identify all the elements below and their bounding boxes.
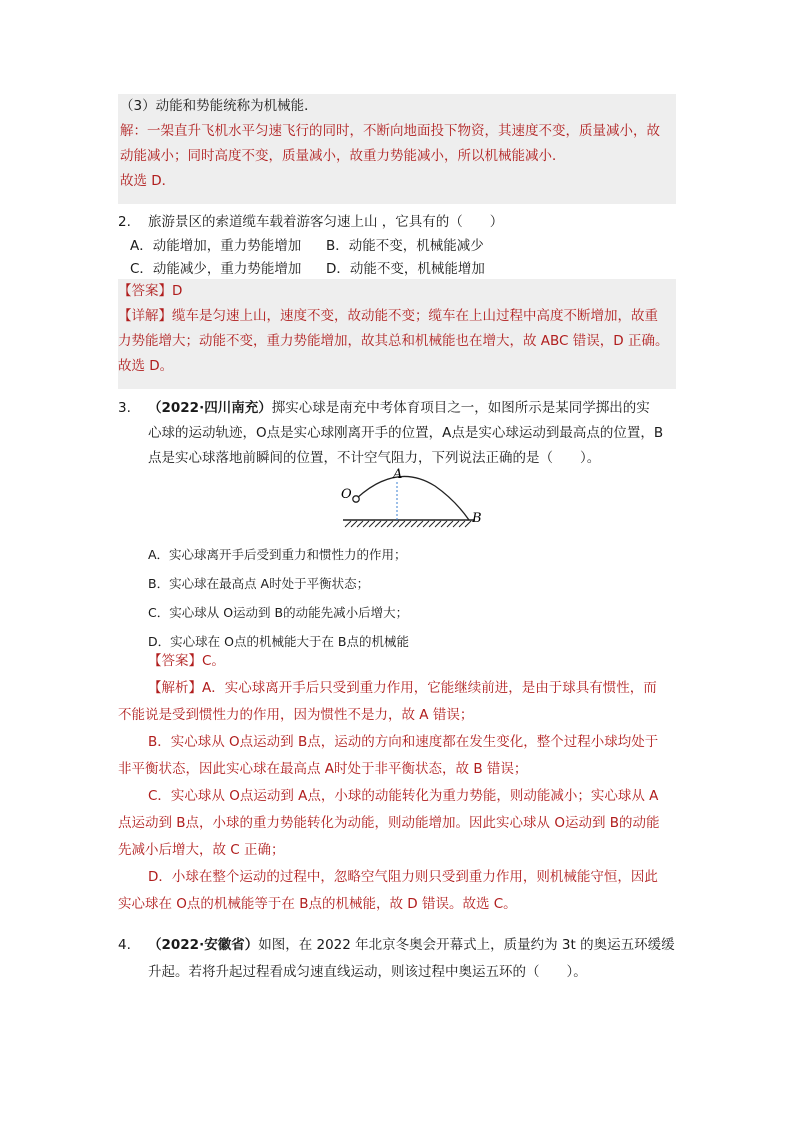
q3-analysis-c1: C．实心球从 O点运动到 A点，小球的动能转化为重力势能，则动能减小；实心球从 A: [148, 788, 659, 804]
q2-number: 2.: [118, 214, 131, 230]
q2-stem: [118, 210, 676, 235]
q3-analysis-a1: [118, 675, 676, 702]
q2-detail-line1: [118, 304, 676, 329]
q3-stem-line2: 心球的运动轨迹，O点是实心球刚离开手的位置，A点是实心球运动到最高点的位置，B: [148, 425, 664, 441]
q3-options: [118, 540, 676, 656]
q3-analysis-d2: 实心球在 O点的机械能等于在 B点的机械能，故 D 错误。故选 C。: [118, 896, 517, 912]
q2-answer-box: [118, 279, 676, 389]
q3-answer-tag: 【答案】: [148, 653, 202, 669]
q3-source: （2022·四川南充）: [148, 400, 272, 416]
q3-analysis-c2: 点运动到 B点，小球的重力势能转化为动能，则动能增加。因此实心球从 O运动到 B的动能: [118, 815, 660, 831]
q3-stem-line3: 点是实心球落地前瞬间的位置，不计空气阻力，下列说法正确的是（ ）。: [148, 450, 601, 466]
question-2: [118, 210, 676, 281]
q3-stem-text1: 掷实心球是南充中考体育项目之一，如图所示是某同学掷出的实: [271, 400, 650, 416]
q2-detail-text1: 缆车是匀速上山，速度不变，故动能不变；缆车在上山过程中高度不断增加，故重: [172, 308, 658, 324]
q2-option-a: A．动能增加，重力势能增加: [130, 238, 302, 254]
fig-label-B: B: [472, 511, 482, 526]
fig-ground-hatch: [345, 521, 471, 527]
q4-stem-text1: 如图，在 2022 年北京冬奥会开幕式上，质量约为 3t 的奥运五环缓缓: [258, 937, 675, 953]
q2-option-c: C．动能减少，重力势能增加: [130, 261, 302, 277]
q3-analysis-b1: B．实心球从 O点运动到 B点，运动的方向和速度都在发生变化，整个过程小球均处于: [148, 734, 659, 750]
q3-number: 3.: [118, 400, 131, 416]
q3-analysis-b2: 非平衡状态，因此实心球在最高点 A时处于非平衡状态，故 B 错误；: [118, 761, 528, 777]
q3-analysis-d1: D．小球在整个运动的过程中，忽略空气阻力则只受到重力作用，则机械能守恒，因此: [148, 869, 658, 885]
question-3: [118, 396, 676, 471]
q4-stem-line2: 升起。若将升起过程看成匀速直线运动，则该过程中奥运五环的（ ）。: [148, 964, 587, 980]
q3-analysis-tag: 【解析】: [148, 680, 202, 696]
q2-stem-text: 旅游景区的索道缆车载着游客匀速上山 ，它具有的（ ）: [148, 214, 504, 230]
q2-detail-line3: 故选 D。: [118, 358, 174, 374]
trajectory-figure: [335, 462, 495, 532]
q2-option-b: B．动能不变，机械能减少: [326, 238, 484, 254]
q2-options-row2: [118, 258, 676, 281]
q1-solution-box: [118, 94, 676, 204]
q2-detail-tag: 【详解】: [118, 308, 172, 324]
q2-answer-value: D: [172, 283, 183, 299]
q2-detail-line2: 力势能增大；动能不变，重力势能增加，故其总和机械能也在增大，故 ABC 错误，D 正确。: [118, 333, 669, 349]
q1-solution-line2: 动能减小；同时高度不变，质量减小，故重力势能减小，所以机械能减小．: [120, 148, 566, 164]
q3-answer-analysis: [118, 648, 676, 918]
q4-number: 4.: [118, 937, 131, 953]
q3-option-d: D．实心球在 O点的机械能大于在 B点的机械能: [148, 634, 409, 649]
q3-stem-line1: [118, 396, 676, 421]
q2-option-d: D．动能不变，机械能增加: [326, 261, 485, 277]
fig-label-A: A: [393, 467, 403, 482]
q2-answer-tag: 【答案】: [118, 283, 172, 299]
q4-stem-line1: [118, 932, 676, 959]
q2-answer: [118, 279, 676, 304]
q3-analysis-c3: 先减小后增大，故 C 正确；: [118, 842, 285, 858]
q1-solution-line3: 故选 D．: [120, 173, 176, 189]
q3-answer: [118, 648, 676, 675]
q3-option-b: B．实心球在最高点 A时处于平衡状态；: [148, 576, 370, 591]
question-4: [118, 932, 676, 986]
q4-source: （2022·安徽省）: [148, 937, 259, 953]
q1-solution-line1: 解：一架直升飞机水平匀速飞行的同时，不断向地面投下物资，其速度不变，质量减小，故: [120, 123, 660, 139]
q3-analysis-a1-text: A．实心球离开手后只受到重力作用，它能继续前进，是由于球具有惯性，而: [202, 680, 657, 696]
q1-line1: （3）动能和势能统称为机械能．: [120, 98, 318, 114]
q3-option-a: A．实心球离开手后受到重力和惯性力的作用；: [148, 547, 407, 562]
q3-analysis-a2: 不能说是受到惯性力的作用，因为惯性不是力，故 A 错误；: [118, 707, 474, 723]
q3-answer-value: C。: [202, 653, 225, 669]
fig-trajectory-curve: [357, 476, 469, 520]
q2-options-row1: [118, 235, 676, 258]
fig-label-O: O: [341, 487, 352, 502]
q3-option-c: C．实心球从 O运动到 B的动能先减小后增大；: [148, 605, 409, 620]
fig-ball-O: [353, 496, 359, 502]
